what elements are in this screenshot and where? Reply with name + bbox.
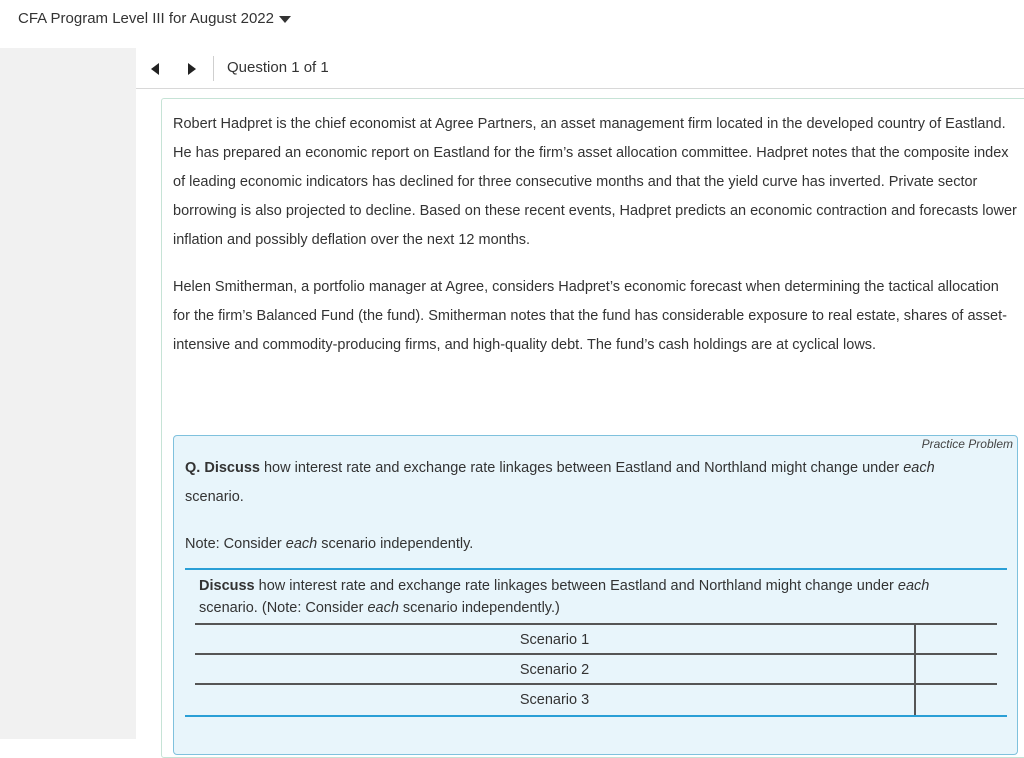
answer-cell[interactable] — [916, 655, 997, 683]
program-selector[interactable] — [18, 10, 291, 27]
note-prefix: Note: Consider — [185, 536, 286, 552]
practice-problem-label: Practice Problem — [921, 437, 1013, 451]
header-end: scenario independently.) — [398, 600, 560, 616]
left-pane — [0, 48, 136, 739]
previous-question-button[interactable] — [148, 61, 162, 77]
question-body: how interest rate and exchange rate linkages between Eastland and Northland might change under — [259, 460, 904, 476]
question-note — [185, 530, 995, 559]
scenario-label: Scenario 2 — [195, 655, 916, 683]
next-question-button[interactable] — [184, 61, 198, 77]
header-body: how interest rate and exchange rate linkages between Eastland and Northland might change under — [254, 578, 898, 594]
note-suffix: scenario independently. — [317, 536, 474, 552]
answer-cell[interactable] — [916, 625, 997, 653]
question-text — [185, 454, 995, 512]
scenario-label: Scenario 1 — [195, 625, 916, 653]
answer-table-header — [195, 570, 997, 625]
table-row — [195, 655, 997, 685]
table-row — [195, 625, 997, 655]
vignette-paragraph: Robert Hadpret is the chief economist at Agree Partners, an asset management firm located in the developed country of Eastland. He has prepared an economic report on Eastland for the firm’s asset allocation committee. Hadpret notes that the composite index of leading economic indicators has declined for three consecutive months and that the yield curve has inverted. Private sector borrowing is also projected to decline. Based on these recent events, Hadpret predicts an economic contraction and forecasts lower inflation and possibly deflation over the next 12 months. — [173, 116, 1017, 248]
program-title: CFA Program Level III for August 2022 — [18, 10, 274, 27]
answer-table — [185, 568, 1007, 717]
caret-down-icon[interactable] — [279, 16, 291, 23]
header-emphasis-2: each — [367, 600, 399, 616]
table-row — [195, 685, 997, 715]
arrow-left-icon — [151, 63, 159, 75]
header-verb: Discuss — [199, 578, 255, 594]
question-nav-bar — [136, 48, 1024, 89]
scenario-label: Scenario 3 — [195, 685, 916, 715]
question-counter: Question 1 of 1 — [227, 59, 329, 76]
question-verb: Discuss — [204, 460, 260, 476]
content-panel — [161, 98, 1024, 758]
arrow-right-icon — [188, 63, 196, 75]
header-emphasis: each — [897, 578, 930, 594]
practice-problem-box — [173, 435, 1018, 755]
vignette-paragraph: Helen Smitherman, a portfolio manager at Agree, considers Hadpret’s economic forecast when determining the tactical allocation for the firm’s Balanced Fund (the fund). Smitherman notes that the fund has considerable exposure to real estate, shares of asset-intensive and commodity-producing firms, and high-quality debt. The fund’s cash holdings are at cyclical lows. — [173, 279, 1007, 353]
answer-cell[interactable] — [916, 685, 997, 715]
note-emphasis: each — [285, 536, 318, 552]
question-prefix: Q. — [185, 460, 201, 476]
question-end: scenario. — [185, 489, 244, 505]
question-emphasis: each — [903, 460, 935, 476]
case-vignette — [173, 110, 1019, 378]
header-body-2: scenario. (Note: Consider — [199, 600, 368, 616]
nav-divider — [213, 56, 214, 81]
top-bar — [0, 0, 1024, 40]
